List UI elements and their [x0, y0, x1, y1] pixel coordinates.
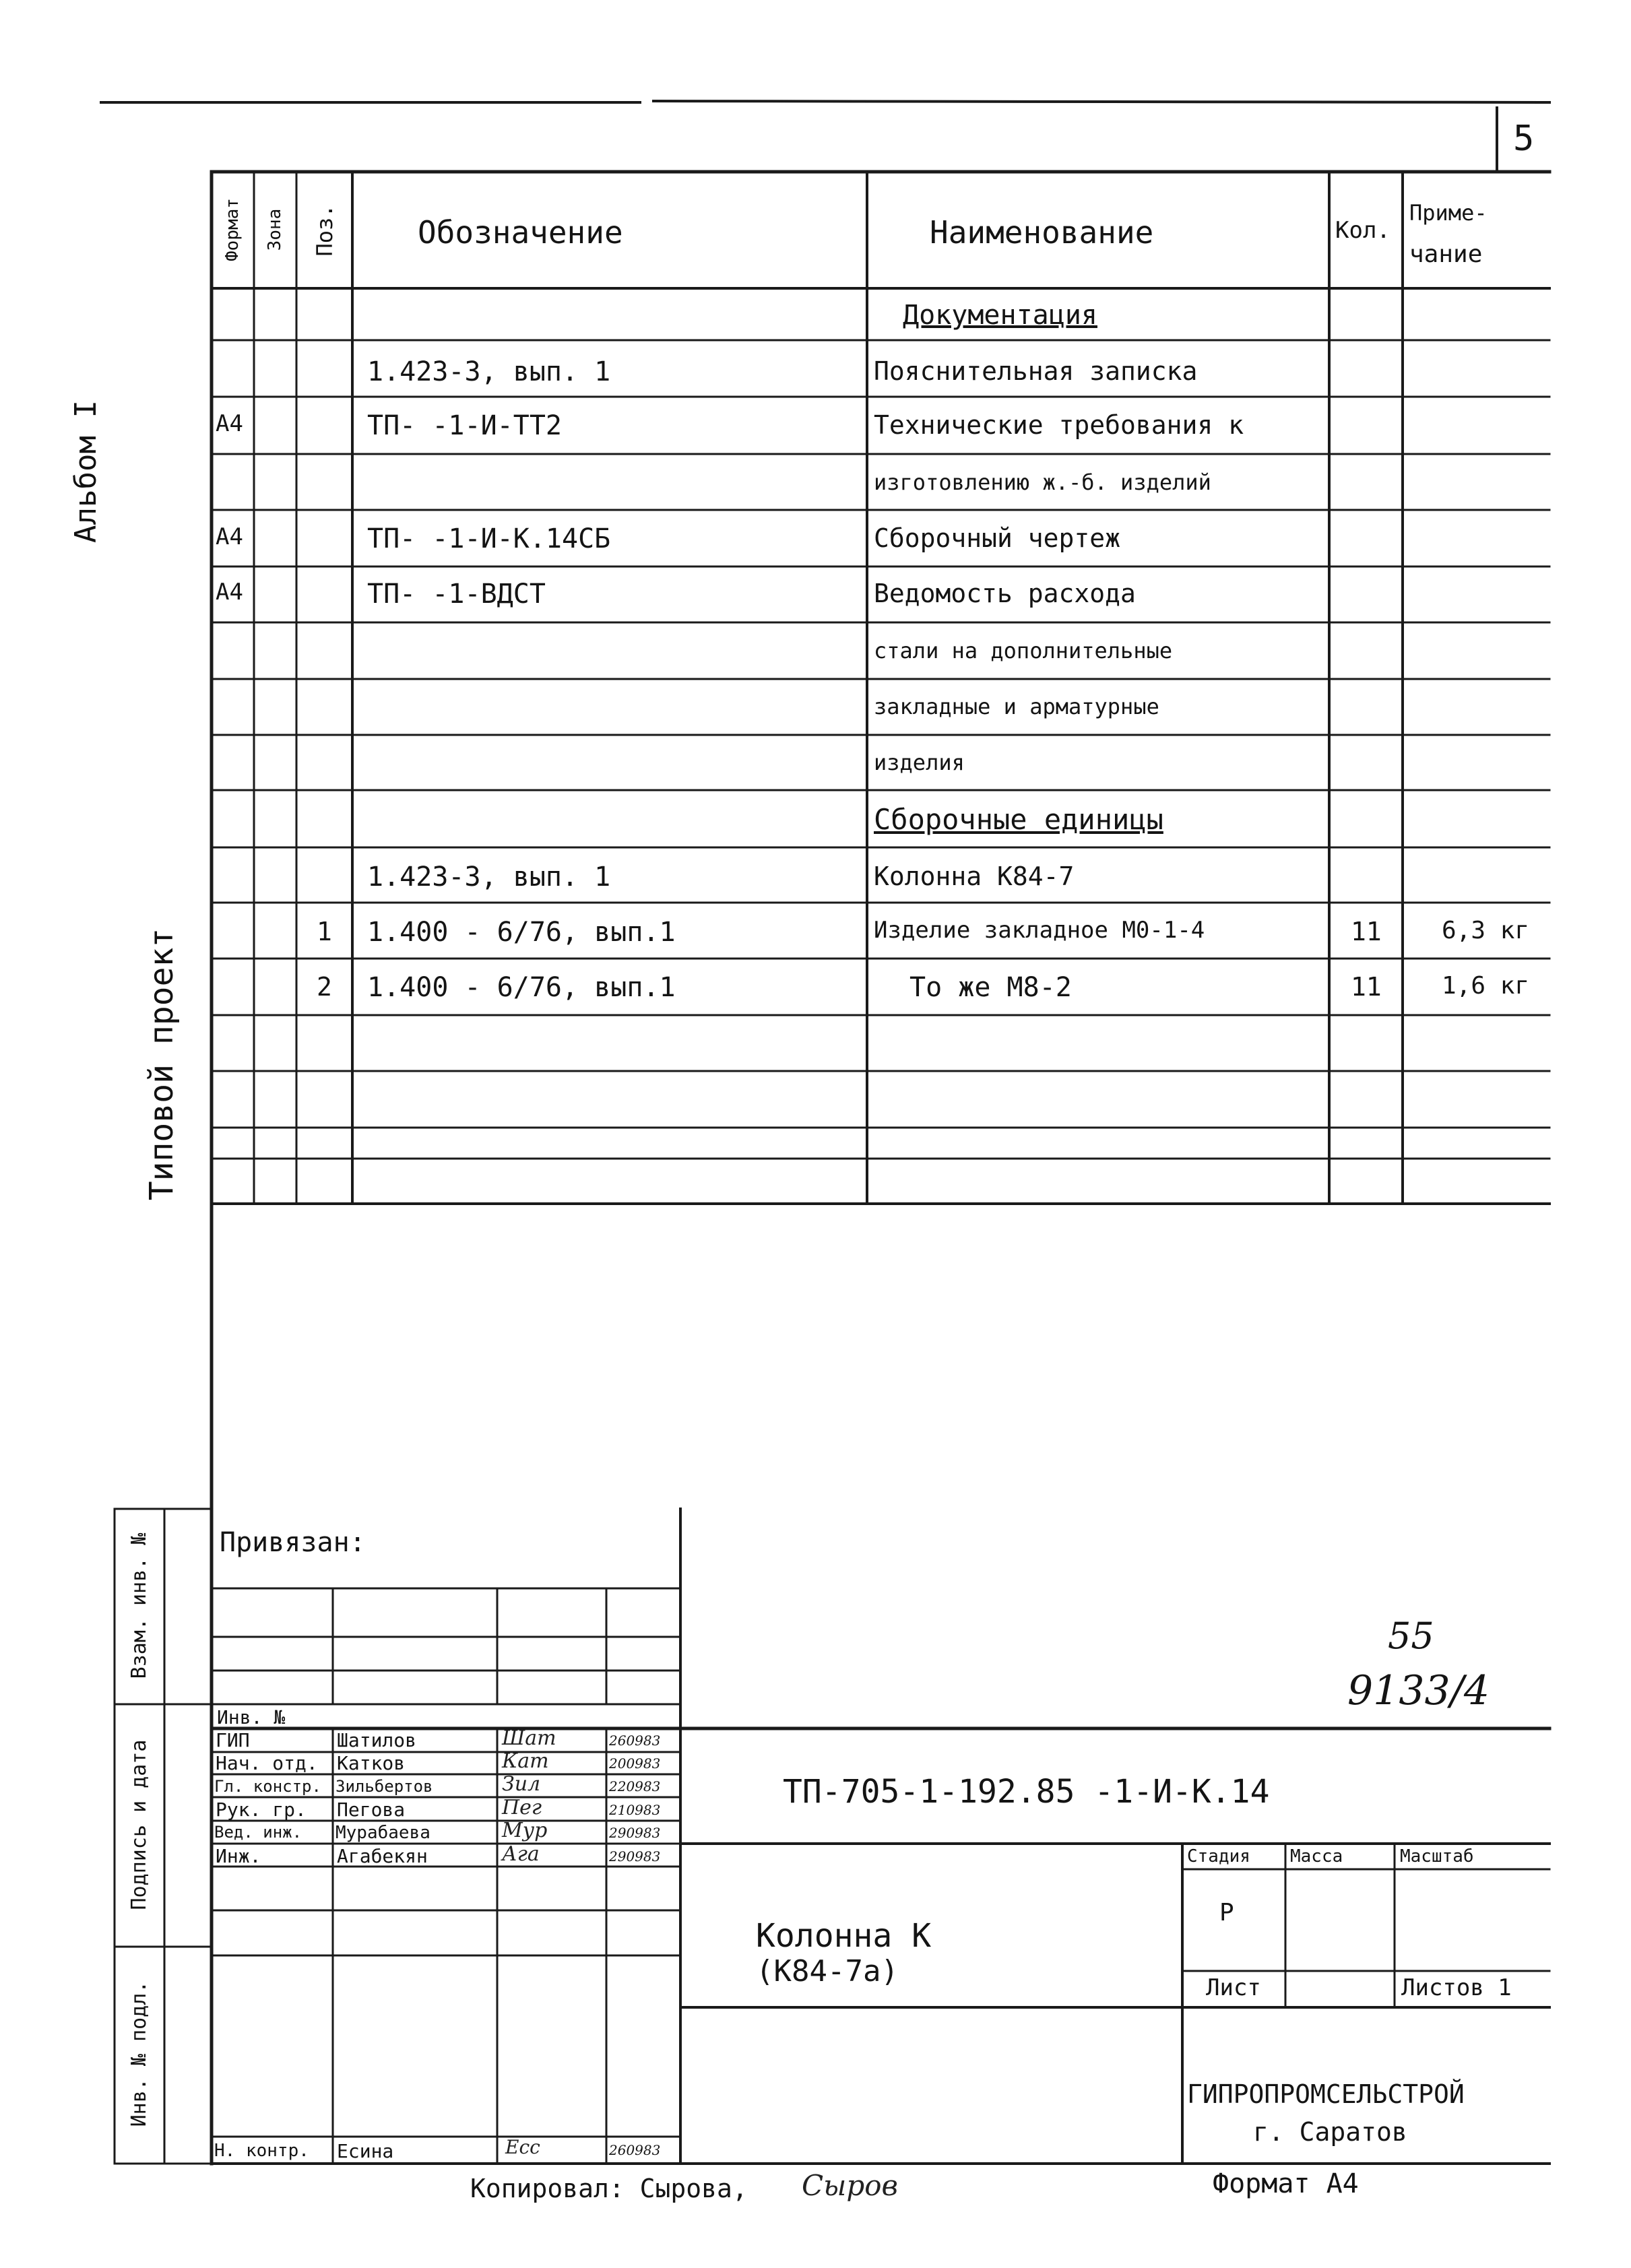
approval-8-name: Есина [337, 2140, 394, 2162]
row-11-name: Изделие закладное М0-1-4 [874, 917, 1205, 944]
row-11-qty: 11 [1351, 917, 1382, 946]
row-1-designation: 1.423-3, вып. 1 [367, 356, 611, 387]
approval-0-role: ГИП [216, 1729, 250, 1751]
row-2-name: Технические требования к [874, 410, 1244, 440]
approval-5-name: Агабекян [337, 1845, 428, 1867]
approval-2-sign: Зил [502, 1772, 541, 1796]
side-label-project: Типовой проект [143, 928, 181, 1201]
side-label-album: Альбом I [69, 400, 103, 543]
header-note-line2: чание [1409, 240, 1483, 268]
header-pos: Поз. [312, 204, 338, 257]
row-12-designation: 1.400 - 6/76, вып.1 [367, 972, 676, 1003]
approval-0-sign: Шат [502, 1726, 556, 1750]
approval-8-date: 260983 [609, 2142, 661, 2158]
approval-2-role: Гл. констр. [214, 1777, 321, 1796]
approval-0-date: 260983 [609, 1732, 661, 1749]
side-label-inv-podl: Инв. № подл. [127, 1980, 151, 2127]
approval-3-role: Рук. гр. [216, 1799, 307, 1821]
approval-4-sign: Мур [502, 1819, 548, 1842]
approval-4-date: 290983 [609, 1825, 661, 1841]
approval-5-date: 290983 [609, 1848, 661, 1865]
organization-city: г. Саратов [1253, 2117, 1407, 2147]
header-note-line1: Приме- [1409, 200, 1488, 226]
row-6-name: стали на дополнительные [874, 638, 1173, 663]
row-1-name: Пояснительная записка [874, 356, 1198, 386]
row-4-designation: ТП- -1-И-К.14СБ [367, 523, 611, 554]
approval-1-date: 200983 [609, 1755, 661, 1772]
row-15-empty [212, 1128, 1549, 1204]
item-title-line2: (К84-7а) [756, 1954, 899, 1988]
header-zone: Зона [265, 208, 285, 251]
approval-1-sign: Кат [502, 1749, 549, 1773]
row-2-format: А4 [216, 410, 243, 437]
approval-0-name: Шатилов [337, 1729, 417, 1751]
approval-8-sign: Есс [505, 2136, 540, 2158]
row-9-name: Сборочные единицы [874, 803, 1163, 836]
header-designation: Обозначение [418, 214, 623, 251]
row-12-qty: 11 [1351, 972, 1382, 1002]
format-label: Формат А4 [1213, 2168, 1359, 2199]
header-qty: Кол. [1335, 217, 1390, 244]
header-format: Формат [222, 198, 243, 261]
approval-3-date: 210983 [609, 1802, 661, 1818]
approval-3-sign: Пег [502, 1796, 542, 1819]
copied-by: Копировал: Сырова, [470, 2174, 748, 2203]
row-0-name: Документация [903, 300, 1097, 331]
approval-2-name: Зильбертов [335, 1777, 433, 1796]
row-10-name: Колонна К84-7 [874, 862, 1075, 891]
row-11-designation: 1.400 - 6/76, вып.1 [367, 917, 676, 948]
row-14-empty [212, 1071, 1549, 1128]
row-10-designation: 1.423-3, вып. 1 [367, 862, 611, 893]
approval-1-role: Нач. отд. [216, 1752, 318, 1774]
approval-5-role: Инж. [216, 1845, 261, 1867]
row-12-pos: 2 [317, 972, 332, 1002]
approval-2-date: 220983 [609, 1778, 661, 1794]
row-12-name: То же М8-2 [909, 972, 1072, 1003]
row-5-format: А4 [216, 579, 243, 606]
scale-label: Масштаб [1400, 1846, 1474, 1867]
approval-1-name: Катков [337, 1752, 406, 1774]
sheet-number: 5 [1513, 119, 1535, 159]
approval-4-role: Вед. инж. [214, 1823, 302, 1842]
row-4-format: А4 [216, 523, 243, 550]
side-label-podpis-data: Подпись и дата [127, 1739, 151, 1910]
stage-value: Р [1219, 1899, 1234, 1926]
approval-4-name: Мурабаева [335, 1823, 430, 1843]
row-11-note: 6,3 кг [1442, 917, 1530, 944]
binding-inv-label: Инв. № [217, 1706, 286, 1728]
sheets-label: Листов 1 [1401, 1974, 1512, 2001]
header-name: Наименование [930, 214, 1154, 251]
handwritten-number-top: 55 [1388, 1615, 1434, 1657]
copied-by-signature: Сыров [802, 2169, 898, 2202]
stage-label: Стадия [1187, 1846, 1250, 1867]
row-3-name: изготовлению ж.-б. изделий [874, 469, 1211, 495]
approval-8-role: Н. контр. [214, 2141, 309, 2161]
row-4-name: Сборочный чертеж [874, 523, 1121, 553]
row-7-name: закладные и арматурные [874, 694, 1159, 719]
approval-5-sign: Ага [502, 1842, 540, 1866]
mass-label: Масса [1290, 1846, 1343, 1867]
approval-3-name: Пегова [337, 1799, 406, 1821]
row-12-note: 1,6 кг [1442, 972, 1530, 1000]
row-13-empty [212, 1015, 1549, 1071]
row-8-name: изделия [874, 750, 965, 775]
side-label-vzam-inv: Взам. инв. № [127, 1532, 151, 1679]
document-code: ТП-705-1-192.85 -1-И-К.14 [783, 1773, 1270, 1811]
row-5-name: Ведомость расхода [874, 579, 1136, 608]
row-2-designation: ТП- -1-И-ТТ2 [367, 410, 562, 441]
binding-label: Привязан: [220, 1527, 366, 1558]
handwritten-number-bottom: 9133/4 [1347, 1667, 1490, 1714]
organization-name: ГИПРОПРОМСЕЛЬСТРОЙ [1187, 2079, 1465, 2109]
row-11-pos: 1 [317, 917, 332, 946]
row-5-designation: ТП- -1-ВДСТ [367, 579, 546, 610]
item-title-line1: Колонна К [756, 1917, 932, 1955]
sheet-label: Лист [1206, 1974, 1261, 2001]
